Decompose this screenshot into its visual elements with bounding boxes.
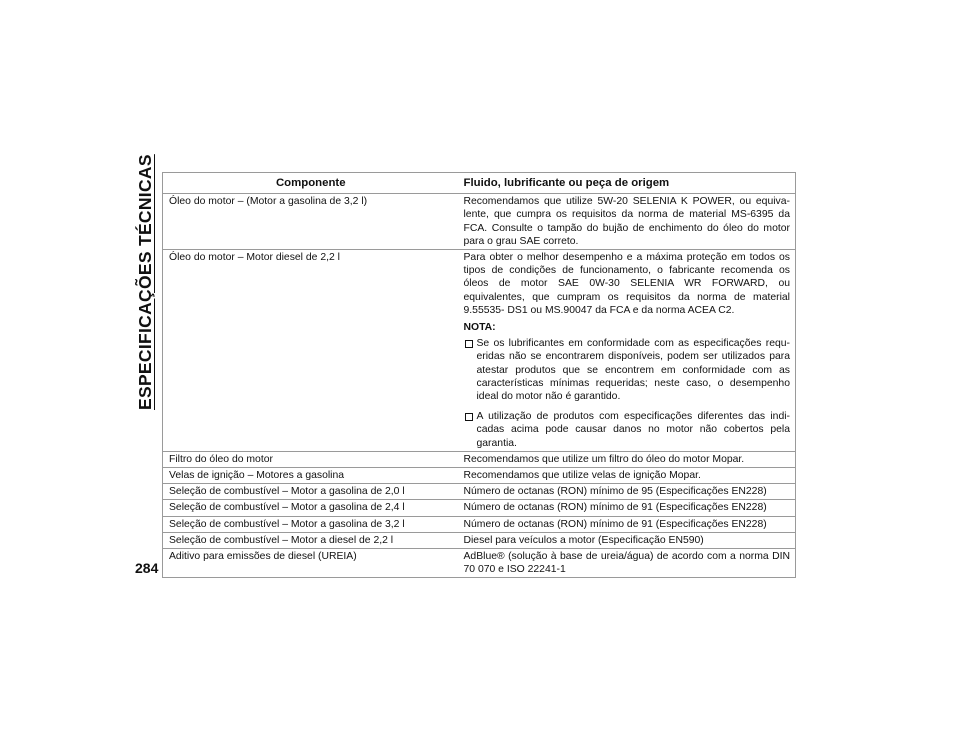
fluid-cell: Número de octanas (RON) mínimo de 91 (Especificações EN228) [458, 516, 796, 532]
fluid-cell: Recomendamos que utilize velas de ignição Mopar. [458, 468, 796, 484]
component-cell: Seleção de combustível – Motor a gasolina de 2,0 l [163, 484, 458, 500]
table-row [163, 500, 796, 516]
checkbox-bullet-icon [465, 340, 473, 348]
note-bullet [464, 337, 791, 403]
table-row [163, 516, 796, 532]
fluid-cell: Número de octanas (RON) mínimo de 91 (Especificações EN228) [458, 500, 796, 516]
checkbox-bullet-icon [465, 413, 473, 421]
table-row [163, 194, 796, 250]
note-bullet [464, 410, 791, 450]
component-cell: Óleo do motor – (Motor a gasolina de 3,2 l) [163, 194, 458, 250]
fluid-cell: Diesel para veículos a motor (Especificação EN590) [458, 532, 796, 548]
table-row [163, 484, 796, 500]
table-row [163, 549, 796, 578]
fluid-cell: Recomendamos que utilize um filtro do óleo do motor Mopar. [458, 451, 796, 467]
specifications-table [162, 172, 796, 578]
table-row [163, 451, 796, 467]
fluid-cell [458, 250, 796, 452]
fluid-text: Para obter o melhor desempenho e a máxima proteção em todos os tipos de condições de funcionamento, o fabricante recomenda os óleos de motor SAE 0W-30 SELENIA WR FORWARD, ou equivalentes, que cumpram os requisitos da norma de material 9.55535- DS1 ou MS.90047 da FCA e da norma ACEA C2. [463, 252, 790, 316]
note-bullet-text: Se os lubrificantes em conformidade com as especificações requ-eridas não se encontrarem disponíveis, podem ser utilizados para atestar produtos que se encontrem em conformidade com as características mínimas requeridas; neste caso, o desempenho ideal do motor não é garantido. [476, 338, 790, 403]
table-header-row [163, 173, 796, 194]
note-label: NOTA: [463, 322, 496, 334]
component-cell: Seleção de combustível – Motor a gasolina de 3,2 l [163, 516, 458, 532]
component-cell: Filtro do óleo do motor [163, 451, 458, 467]
component-cell: Óleo do motor – Motor diesel de 2,2 l [163, 250, 458, 452]
section-title: ESPECIFICAÇÕES TÉCNICAS [135, 154, 155, 410]
component-cell: Velas de ignição – Motores a gasolina [163, 468, 458, 484]
fluid-cell: Recomendamos que utilize 5W-20 SELENIA K POWER, ou equiva-lente, que cumpra os requisitos da norma de material MS-6395 da FCA. Consulte o tampão do bujão de enchimento do óleo do motor para o grau SAE correto. [458, 194, 796, 250]
component-cell: Seleção de combustível – Motor a gasolina de 2,4 l [163, 500, 458, 516]
note-bullet-text: A utilização de produtos com especificações diferentes das indi-cadas acima pode causar danos no motor não cobertos pela garantia. [476, 411, 790, 449]
fluid-cell: Número de octanas (RON) mínimo de 95 (Especificações EN228) [458, 484, 796, 500]
page-number: 284 [135, 560, 159, 576]
table-row [163, 468, 796, 484]
component-cell: Seleção de combustível – Motor a diesel de 2,2 l [163, 532, 458, 548]
table-row [163, 250, 796, 452]
table-row [163, 532, 796, 548]
column-header-component: Componente [163, 173, 458, 194]
component-cell: Aditivo para emissões de diesel (UREIA) [163, 549, 458, 578]
column-header-fluid: Fluido, lubrificante ou peça de origem [458, 173, 796, 194]
fluid-cell: AdBlue® (solução à base de ureia/água) de acordo com a norma DIN 70 070 e ISO 22241-1 [458, 549, 796, 578]
